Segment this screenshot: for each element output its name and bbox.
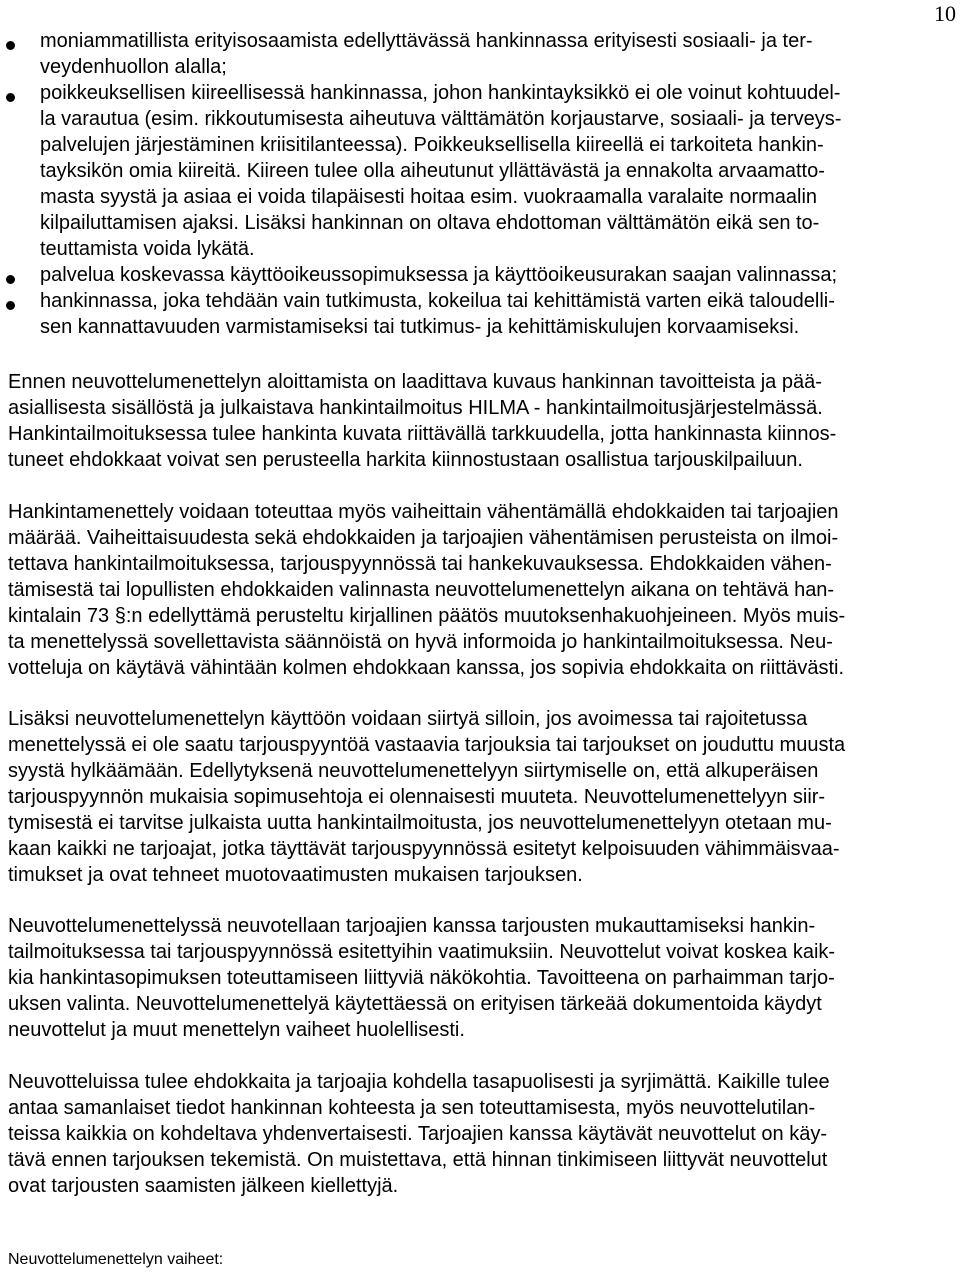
paragraph-line: Lisäksi neuvottelumenettelyn käyttöön voidaan siirtyä silloin, jos avoimessa tai rajoitetussa [8, 708, 808, 730]
bullet-line: teuttamista voida lykätä. [40, 238, 255, 260]
bullet-line: tayksikön omia kiireitä. Kiireen tulee olla aiheutunut yllättävästä ja ennakolta arvaamatto- [40, 160, 825, 182]
bullet-line: palvelujen järjestäminen kriisitilanteessa). Poikkeuksellisella kiireellä ei tarkoiteta hankin- [40, 134, 824, 156]
paragraph-line: tarjouspyynnön mukaisia sopimusehtoja ei olennaisesti muuteta. Neuvottelumenettelyyn siir- [8, 786, 826, 808]
paragraph-line: asiallisesta sisällöstä ja julkaistava hankintailmoitus HILMA - hankintailmoitusjärjestelmässä. [8, 397, 823, 419]
paragraph-line: ovat tarjousten saamisten jälkeen kiellettyjä. [8, 1175, 399, 1197]
paragraph-line: tailmoituksessa tai tarjouspyynnössä esitettyihin vaatimuksiin. Neuvottelut voivat koskea kaik- [8, 941, 836, 963]
bullet-icon [6, 93, 15, 102]
paragraph-line: Hankintamenettely voidaan toteuttaa myös vaiheittain vähentämällä ehdokkaiden tai tarjoajien [8, 501, 839, 523]
paragraph-line: teissa kaikkia on kohdeltava yhdenvertaisesti. Tarjoajien kanssa käytävät neuvottelut on käy- [8, 1123, 827, 1145]
paragraph-line: uksen valinta. Neuvottelumenettelyä käytettäessä on erityisen tärkeää dokumentoida käydyt [8, 993, 822, 1015]
paragraph-line: timukset ja ovat tehneet muotovaatimusten mukaisen tarjouksen. [8, 864, 583, 886]
bullet-line: poikkeuksellisen kiireellisessä hankinnassa, johon hankintayksikkö ei ole voinut kohtuudel- [40, 82, 841, 104]
paragraph-line: menettelyssä ei ole saatu tarjouspyyntöä vastaavia tarjouksia tai tarjoukset on jouduttu muusta [8, 734, 846, 756]
paragraph-line: Neuvotteluissa tulee ehdokkaita ja tarjoajia kohdella tasapuolisesti ja syrjimättä. Kaikille tulee [8, 1071, 830, 1093]
paragraph-line: kia hankintasopimuksen toteuttamiseen liittyviä näkökohtia. Tavoitteena on parhaimman tarjo- [8, 967, 835, 989]
paragraph-line: tuneet ehdokkaat voivat sen perusteella harkita kiinnostustaan osallistua tarjouskilpailuun. [8, 449, 803, 471]
paragraph-line: määrää. Vaiheittaisuudesta sekä ehdokkaiden ja tarjoajien vähentämisen perusteista on ilmoi- [8, 527, 839, 549]
paragraph-line: kaan kaikki ne tarjoajat, jotka täyttävät tarjouspyynnössä esitetyt kelpoisuuden vähimmäisvaa- [8, 838, 840, 860]
bullet-icon [6, 41, 15, 50]
bullet-line: la varautua (esim. rikkoutumisesta aiheutuva välttämätön korjaustarve, sosiaali- ja terveys- [40, 108, 842, 130]
bullet-line: palvelua koskevassa käyttöoikeussopimuksessa ja käyttöoikeusurakan saajan valinnassa; [40, 264, 838, 286]
section-caption: Neuvottelumenettelyn vaiheet: [8, 1251, 224, 1268]
paragraph-line: Ennen neuvottelumenettelyn aloittamista on laadittava kuvaus hankinnan tavoitteista ja pää- [8, 371, 822, 393]
bullet-line: hankinnassa, joka tehdään vain tutkimusta, kokeilua tai kehittämistä varten eikä taloudelli- [40, 290, 835, 312]
bullet-icon [6, 301, 15, 310]
paragraph-line: Hankintailmoituksessa tulee hankinta kuvata riittävällä tarkkuudella, jotta hankinnasta kiinnos- [8, 423, 837, 445]
page-number: 10 [934, 1, 956, 26]
bullet-icon [6, 275, 15, 284]
bullet-line: veydenhuollon alalla; [40, 56, 227, 78]
paragraph-line: kintalain 73 §:n edellyttämä perusteltu kirjallinen päätös muutoksenhakuohjeineen. Myös muis- [8, 605, 846, 627]
paragraph-line: votteluja on käytävä vähintään kolmen ehdokkaan kanssa, jos sopivia ehdokkaita on riittävästi. [8, 657, 845, 679]
paragraph-line: neuvottelut ja muut menettelyn vaiheet huolellisesti. [8, 1019, 465, 1041]
paragraph-line: tettava hankintailmoituksessa, tarjouspyynnössä tai hankekuvauksessa. Ehdokkaiden vähen- [8, 553, 832, 575]
bullet-line: moniammatillista erityisosaamista edellyttävässä hankinnassa erityisesti sosiaali- ja ter- [40, 30, 813, 52]
paragraph-line: tämisestä tai lopullisten ehdokkaiden valinnasta neuvottelumenettelyn aikana on tehtävä han- [8, 579, 835, 601]
paragraph-line: antaa samanlaiset tiedot hankinnan kohteesta ja sen toteuttamisesta, myös neuvottelutilan- [8, 1097, 816, 1119]
paragraph-line: tymisestä ei tarvitse julkaista uutta hankintailmoitusta, jos neuvottelumenettelyyn otetaan mu- [8, 812, 832, 834]
paragraph-line: syystä hylkäämään. Edellytyksenä neuvottelumenettelyyn siirtymiselle on, että alkuperäisen [8, 760, 819, 782]
paragraph-line: tävä ennen tarjouksen tekemistä. On muistettava, että hinnan tinkimiseen liittyvät neuvottelut [8, 1149, 828, 1171]
paragraph-line: ta menettelyssä sovellettavista säännöistä on hyvä informoida jo hankintailmoituksessa. Neu- [8, 631, 833, 653]
bullet-line: sen kannattavuuden varmistamiseksi tai tutkimus- ja kehittämiskulujen korvaamiseksi. [40, 316, 800, 338]
paragraph-line: Neuvottelumenettelyssä neuvotellaan tarjoajien kanssa tarjousten mukauttamiseksi hankin- [8, 915, 816, 937]
bullet-line: kilpailuttamisen ajaksi. Lisäksi hankinnan on oltava ehdottoman välttämätön eikä sen to- [40, 212, 820, 234]
bullet-line: masta syystä ja asiaa ei voida tilapäisesti hoitaa esim. vuokraamalla varalaite normaalin [40, 186, 818, 208]
